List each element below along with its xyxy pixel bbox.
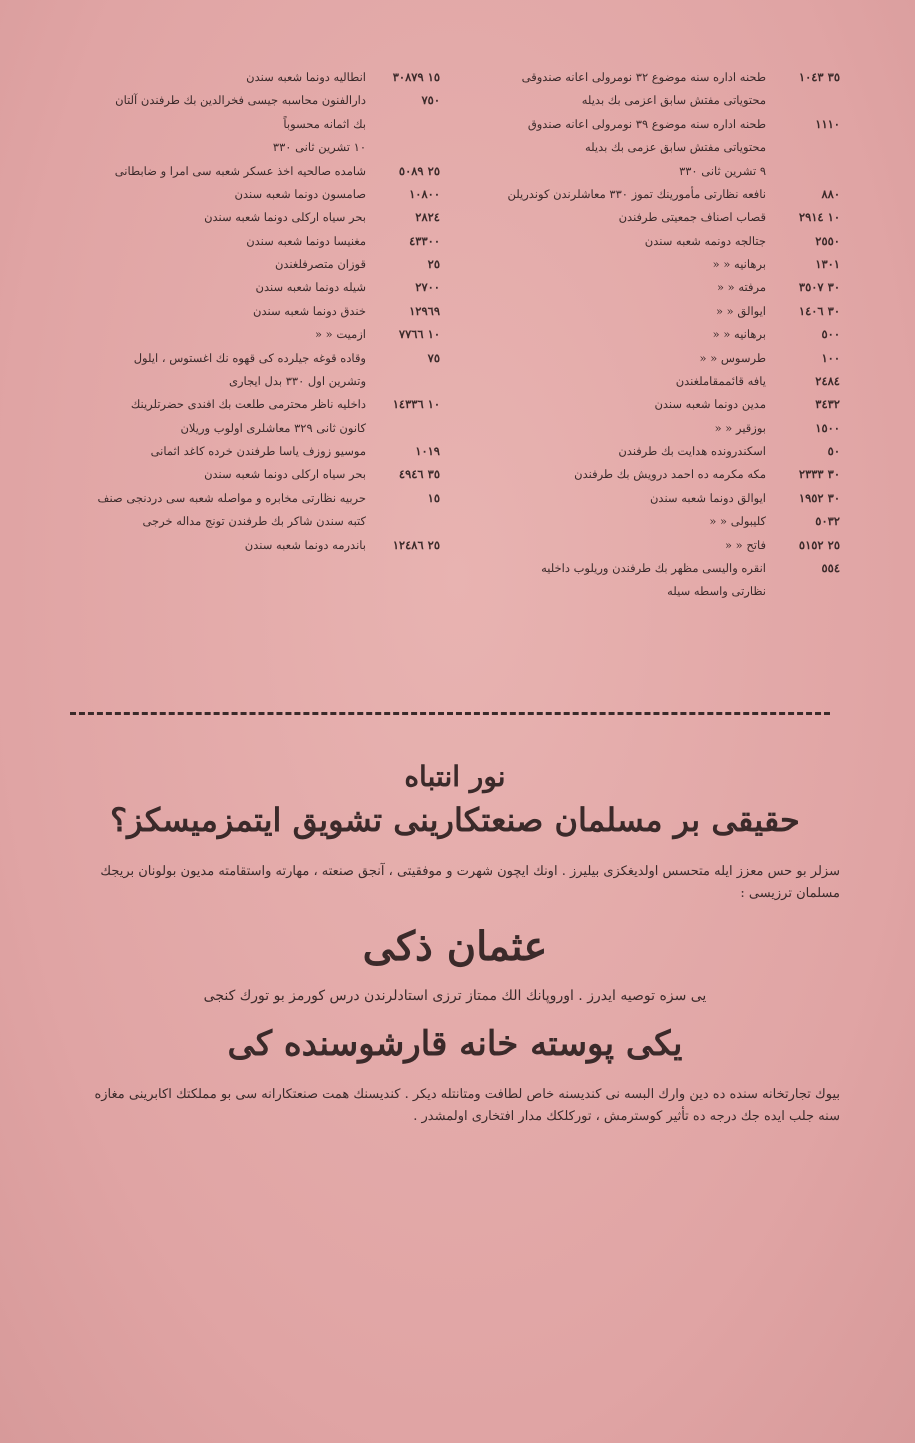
ledger-row — [470, 374, 840, 388]
ledger-text: یافه قائممقاملغندن — [675, 373, 766, 388]
ledger-amount: ٧٥ — [427, 350, 440, 365]
ledger-amount: ٣٠ ١٤٠٦ — [798, 303, 840, 318]
ledger-amount: ٢٥ — [427, 257, 440, 271]
ledger-text: داخلیه ناظر محترمی طلعت بك افندی حضرتلرینك — [130, 397, 366, 412]
ledger-amount: ٣٠ ٢٣٣٣ — [798, 467, 840, 482]
ledger-text: باندرمه دونما شعبه سندن — [244, 537, 366, 552]
ledger-amount: ٣٠ ١٩٥٢ — [798, 490, 840, 505]
ledger-text: محتویاتی مفتش سابق عزمی بك بدیله — [584, 140, 766, 155]
ledger-row — [70, 514, 440, 528]
ledger-text: بحر سیاه اركلی دونما شعبه سندن — [204, 210, 366, 225]
ledger-text: نافعه نظارتی مأمورینك تموز ٣٣٠ معاشلرندن كوندریلن — [507, 186, 766, 201]
ledger-row — [70, 117, 440, 131]
ledger-row — [70, 444, 440, 458]
ledger-row — [70, 164, 440, 178]
ledger-text: برهانیه « « — [712, 327, 766, 342]
ledger-amount: ١٥ ٣٠٨٧٩ — [392, 70, 440, 84]
ledger-row — [70, 234, 440, 248]
dashed-divider — [70, 712, 830, 727]
ledger-text: وقاده قوغه جیلرده كی قهوه نك اغستوس ، ایلول — [133, 350, 366, 365]
ledger-amount: ٢٥ ٥١٥٢ — [798, 537, 840, 552]
ledger-text: موسیو زوزف یاسا طرفندن خرده كاغد اثمانی — [150, 444, 366, 458]
ledger-row — [70, 93, 440, 107]
ledger-amount: ٢٧٠٠ — [415, 280, 440, 295]
ledger-text: نظارتی واسطه سیله — [667, 584, 766, 599]
ledger-text: شامده صالحیه اخذ عسكر شعبه سی امرا و ضابطانی — [114, 163, 366, 178]
ledger-amount: ١٠ ٢٩١٤ — [798, 210, 840, 225]
ledger-text: فاتح « « — [724, 537, 766, 552]
ledger-row — [70, 210, 440, 224]
ledger-amount: ٥٥٤ — [821, 560, 840, 575]
ledger-text: كلیبولی « « — [709, 514, 766, 529]
ledger-amount: ٤٣٣٠٠ — [409, 233, 440, 248]
ledger-text: طحنه اداره سنه موضوع ٣٩ نومرولی اعانه صندوق — [527, 116, 766, 131]
ad-closing: بیوك تجارتخانه سنده ده دین وارك البسه نی كندیسنه خاص لطافت ومتانتله دیكر . كندیسنك همت صنعتكارانه سی بو مملكتك اكابرینی مغازه سنه جلب ایده جك درجه ده تأثیر كوسترمش ، توركلكك مدار افتخاری اولمشدر . — [94, 1087, 840, 1125]
ledger-text: ایوالق « « — [715, 303, 766, 318]
ledger-column-right — [470, 70, 840, 710]
ledger-text: انقره والیسی مظهر بك طرفندن وریلوب داخلیه — [541, 560, 766, 575]
ledger-text: مكه مكرمه ده احمد درویش بك طرفندن — [574, 467, 766, 482]
ledger-amount: ٢٥ ١٢٤٨٦ — [392, 537, 440, 552]
ledger-text: دارالفنون محاسبه جیسی فخرالدین بك طرفندن آلتان — [115, 93, 366, 108]
ledger-amount: ٣٠ ٣٥٠٧ — [798, 280, 840, 295]
ledger-row — [470, 210, 840, 224]
ledger-amount: ١٠ ٧٧٦٦ — [398, 327, 440, 342]
ledger-amount: ١٠٠ — [821, 350, 840, 365]
ledger-text: ١٠ تشرین ثانی ٣٣٠ — [272, 140, 366, 155]
ledger-amount: ١١١٠ — [815, 116, 840, 131]
ledger-row — [470, 561, 840, 575]
ledger-text: جتالجه دونمه شعبه سندن — [644, 233, 766, 248]
ledger-row — [70, 374, 440, 388]
ledger-amount: ١٥ — [427, 490, 440, 505]
ledger-row — [70, 491, 440, 505]
ledger-text: ازمیت « « — [314, 327, 366, 342]
ledger-text: اسكندرونده هدایت بك طرفندن — [618, 444, 766, 458]
ledger-row — [470, 514, 840, 528]
ledger-row — [70, 187, 440, 201]
tailor-name: عثمان ذكی — [362, 923, 548, 971]
ledger-text: قوزان متصرفلغندن — [274, 257, 366, 271]
ledger-row — [470, 257, 840, 271]
ledger-row — [470, 584, 840, 598]
ledger-text: شیله دونما شعبه سندن — [255, 280, 366, 295]
ledger-text: بحر سیاه اركلی دونما شعبه سندن — [204, 467, 366, 482]
ledger-amount: ١٠٨٠٠ — [409, 186, 440, 201]
ledger-text: ٩ تشرین ثانی ٣٣٠ — [679, 163, 766, 178]
ledger-amount: ١٣٠١ — [815, 257, 840, 271]
ledger-row — [470, 397, 840, 411]
ledger-amount: ٣٥ ١٠٤٣ — [798, 70, 840, 84]
ledger-amount: ٥٠ — [827, 444, 840, 458]
ledger-row — [470, 444, 840, 458]
ad-headline: حقیقی بر مسلمان صنعتكارینی تشویق ایتمزمیسكز؟ — [110, 801, 800, 839]
ledger-row — [470, 421, 840, 435]
ledger-amount: ١٥٠٠ — [815, 420, 840, 435]
ledger-text: كتبه سندن شاكر بك طرفندن تونج مداله خرجی — [142, 514, 366, 529]
ledger-amount: ٧٥٠ — [421, 93, 440, 108]
ledger-amount: ٢٨٢٤ — [415, 210, 440, 225]
ledger-text: كانون ثانی ٣٢٩ معاشلری اولوب وریلان — [180, 420, 366, 435]
ledger-row — [470, 280, 840, 294]
ledger-row — [470, 234, 840, 248]
ledger-text: انطالیه دونما شعبه سندن — [246, 70, 366, 84]
ledger-row — [70, 467, 440, 481]
ledger-row — [470, 304, 840, 318]
ledger-amount: ٥٠٣٢ — [815, 514, 840, 529]
ledger-text: مرفته « « — [716, 280, 766, 295]
ledger-row — [470, 70, 840, 84]
ledger-text: مغنیسا دونما شعبه سندن — [246, 233, 366, 248]
ledger-row — [70, 304, 440, 318]
recommend-line: یی سزه توصیه ایدرز . اوروپانك الك ممتاز ترزی استادلرندن درس كورمز بو تورك كنجی — [203, 988, 707, 1005]
ledger-row — [70, 70, 440, 84]
ledger-amount: ٢٥٥٠ — [815, 233, 840, 248]
ledger-row — [470, 351, 840, 365]
ledger-row — [70, 327, 440, 341]
ledger-row — [70, 351, 440, 365]
ledger-amount: ٣٥ ٤٩٤٦ — [398, 467, 440, 482]
ledger-amount: ٨٨٠ — [821, 186, 840, 201]
shop-heading: یكی پوسته خانه قارشوسنده كی — [227, 1024, 683, 1065]
ledger-row — [70, 280, 440, 294]
ad-paragraph: سزلر بو حس معزز ایله متحسس اولدیغكزی بیلیرز . اونك ایچون شهرت و موفقیتی ، آنجق صنعته ، مهارته واستقامته مدیون بولونان بریجك مسلمان ترزیسی : — [100, 864, 840, 902]
ledger-row — [470, 491, 840, 505]
ledger-text: بك اثمانه محسوباً — [283, 116, 366, 131]
ledger-row — [470, 467, 840, 481]
ledger-row — [70, 397, 440, 411]
ledger-amount: ٣٤٣٢ — [815, 397, 840, 412]
ledger-amount: ٢٤٨٤ — [815, 373, 840, 388]
ledger-row — [470, 93, 840, 107]
ledger-text: قصاب اصناف جمعیتی طرفندن — [618, 210, 766, 225]
ledger-text: طرسوس « « — [699, 350, 766, 365]
ledger-amount: ١٠١٩ — [415, 444, 440, 458]
ledger-row — [70, 538, 440, 552]
ledger-row — [470, 117, 840, 131]
ledger-row — [70, 140, 440, 154]
ledger-text: محتویاتی مفتش سابق اعزمی بك بدیله — [581, 93, 766, 108]
ledger-text: طحنه اداره سنه موضوع ٣٢ نومرولی اعانه صندوقی — [521, 70, 766, 84]
ledger-text: مدین دونما شعبه سندن — [654, 397, 766, 412]
ledger-row — [70, 257, 440, 271]
ledger-text: وتشرین اول ٣٣٠ بدل ایجاری — [228, 373, 366, 388]
ledger-text: صامسون دونما شعبه سندن — [234, 186, 366, 201]
ledger-text: برهانیه « « — [712, 257, 766, 271]
ledger-column-left — [70, 70, 440, 710]
ledger-row — [70, 421, 440, 435]
ledger-amount: ١٢٩٦٩ — [409, 303, 440, 318]
ledger-text: خندق دونما شعبه سندن — [253, 303, 366, 318]
ledger-row — [470, 327, 840, 341]
ledger-amount: ٥٠٠ — [821, 327, 840, 342]
ledger-amount: ١٠ ١٤٣٣٦ — [392, 397, 440, 412]
ledger-row — [470, 538, 840, 552]
ad-title: نور انتباه — [404, 760, 506, 793]
ledger-amount: ٢٥ ٥٠٨٩ — [398, 163, 440, 178]
ledger-text: ایوالق دونما شعبه سندن — [649, 490, 766, 505]
donation-ledger — [70, 70, 840, 710]
ledger-text: حربیه نظارتی مخابره و مواصله شعبه سی دردنجی صنف — [97, 490, 366, 505]
ledger-row — [470, 164, 840, 178]
advertisement — [70, 760, 840, 1146]
ledger-row — [470, 140, 840, 154]
ledger-text: بوزقیر « « — [714, 420, 766, 435]
ledger-row — [470, 187, 840, 201]
